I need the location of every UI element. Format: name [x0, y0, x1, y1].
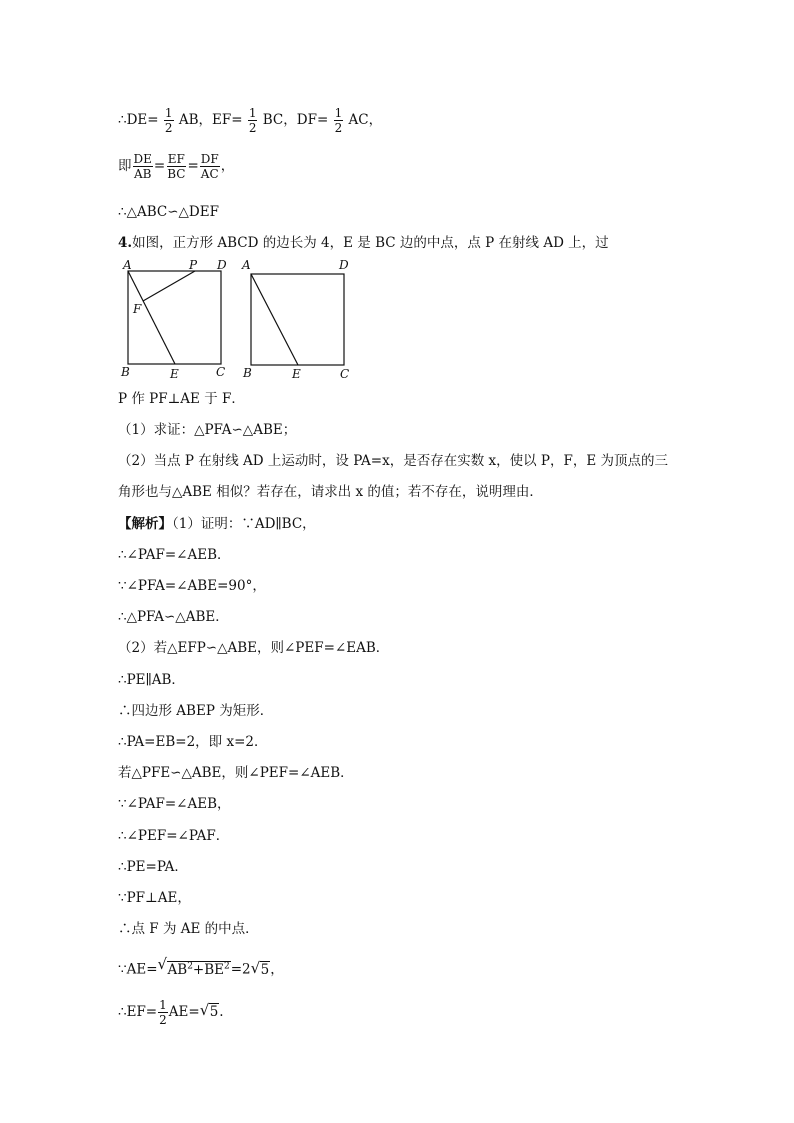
problem-statement	[118, 233, 609, 253]
segment-pf	[143, 271, 195, 301]
label-a-2: A	[242, 258, 251, 272]
solution-label: 【解析】	[118, 516, 172, 532]
geometry-figures	[118, 258, 358, 383]
solution-line: ∴点 F 为 AE 的中点．	[118, 921, 259, 937]
text-segment: ∴DE=	[118, 112, 159, 128]
radical-icon: √	[250, 958, 261, 977]
square-abcd-2	[251, 274, 344, 365]
solution-line: ∴∠PAF=∠AEB．	[118, 547, 231, 563]
radical-icon: √	[157, 955, 168, 973]
label-d-2: D	[339, 258, 349, 272]
fraction: $\frac{DE}{AB}$	[133, 152, 152, 181]
sqrt-expression: √ 5	[199, 1001, 219, 1020]
sqrt-expression: √ 5	[250, 958, 270, 978]
label-b-2: B	[243, 366, 252, 380]
solution-heading: 【解析】（1）证明：∵AD∥BC，	[118, 516, 316, 532]
radical-icon: √	[199, 1001, 210, 1019]
problem-text: 如图，正方形 ABCD 的边长为 4，E 是 BC 边的中点，点 P 在射线 AD 上，过	[132, 235, 609, 251]
solution-line: ∴四边形 ABEP 为矩形．	[118, 703, 274, 719]
solution-line: ∴∠PEF=∠PAF．	[118, 828, 230, 844]
conclusion-line: ∴△ABC∽△DEF	[118, 204, 219, 220]
label-d: D	[217, 258, 227, 272]
label-e: E	[170, 367, 179, 381]
label-a: A	[123, 258, 132, 272]
solution-line: ∵∠PFA=∠ABE=90°，	[118, 578, 266, 594]
text-segment: AB，EF=	[178, 112, 243, 128]
fraction: $\frac{EF}{BC}$	[167, 152, 186, 181]
label-p: P	[189, 258, 198, 272]
sqrt-expression: √ $AB^2+BE^2$	[157, 955, 230, 978]
fraction: $\frac{1}{2}$	[248, 106, 257, 135]
solution-line: ∴△PFA∽△ABE．	[118, 609, 229, 625]
solution-line: ∴PA=EB=2，即 x=2．	[118, 734, 268, 750]
label-f: F	[133, 302, 142, 316]
solution-line: ∵PF⊥AE，	[118, 890, 191, 906]
label-b: B	[121, 365, 130, 379]
fraction: $\frac{1}{2}$	[164, 106, 173, 135]
solution-line: 若△PFE∽△ABE，则∠PEF=∠AEB．	[118, 765, 354, 781]
label-e-2: E	[292, 367, 301, 381]
problem-text-cont: P 作 PF⊥AE 于 F．	[118, 391, 245, 407]
question-2-line-2: 角形也与△ABE 相似？若存在，请求出 x 的值；若不存在，说明理由．	[118, 484, 543, 500]
fraction: $\frac{1}{2}$	[159, 998, 167, 1027]
label-c-2: C	[340, 367, 350, 381]
label-c: C	[216, 365, 226, 379]
derivation-line-2: 即 $\frac{DE}{AB}$ = $\frac{EF}{BC}$ = $\frac{DF}{AC}$ ，	[118, 152, 235, 181]
question-2-line-1: （2）当点 P 在射线 AD 上运动时，设 PA=x，是否存在实数 x，使以 P，F，E 为顶点的三	[118, 453, 669, 469]
text-segment: 即	[118, 158, 132, 174]
fraction: $\frac{DF}{AC}$	[200, 152, 219, 181]
fraction: $\frac{1}{2}$	[334, 106, 343, 135]
solution-line: ∴PE∥AB．	[118, 672, 185, 688]
text-segment: AC，	[348, 112, 383, 128]
solution-line: ∴PE=PA．	[118, 859, 188, 875]
figure-1	[120, 258, 227, 381]
problem-number: 4.	[118, 235, 133, 251]
square-abcd	[128, 271, 221, 364]
solution-line: ∵∠PAF=∠AEB，	[118, 796, 231, 812]
segment-ae-2	[251, 274, 298, 365]
figure-2	[241, 258, 349, 381]
ef-formula: ∴EF= $\frac{1}{2}$ AE= √ 5.	[118, 998, 224, 1027]
derivation-line-1	[118, 106, 382, 135]
solution-line: （2）若△EFP∽△ABE，则∠PEF=∠EAB．	[118, 640, 390, 656]
segment-ae	[128, 271, 175, 364]
text-segment: BC，DF=	[262, 112, 329, 128]
question-1: （1）求证：△PFA∽△ABE；	[118, 422, 297, 438]
ae-formula: ∵AE= √ $AB^2+BE^2=2$ √ 5，	[118, 955, 284, 978]
